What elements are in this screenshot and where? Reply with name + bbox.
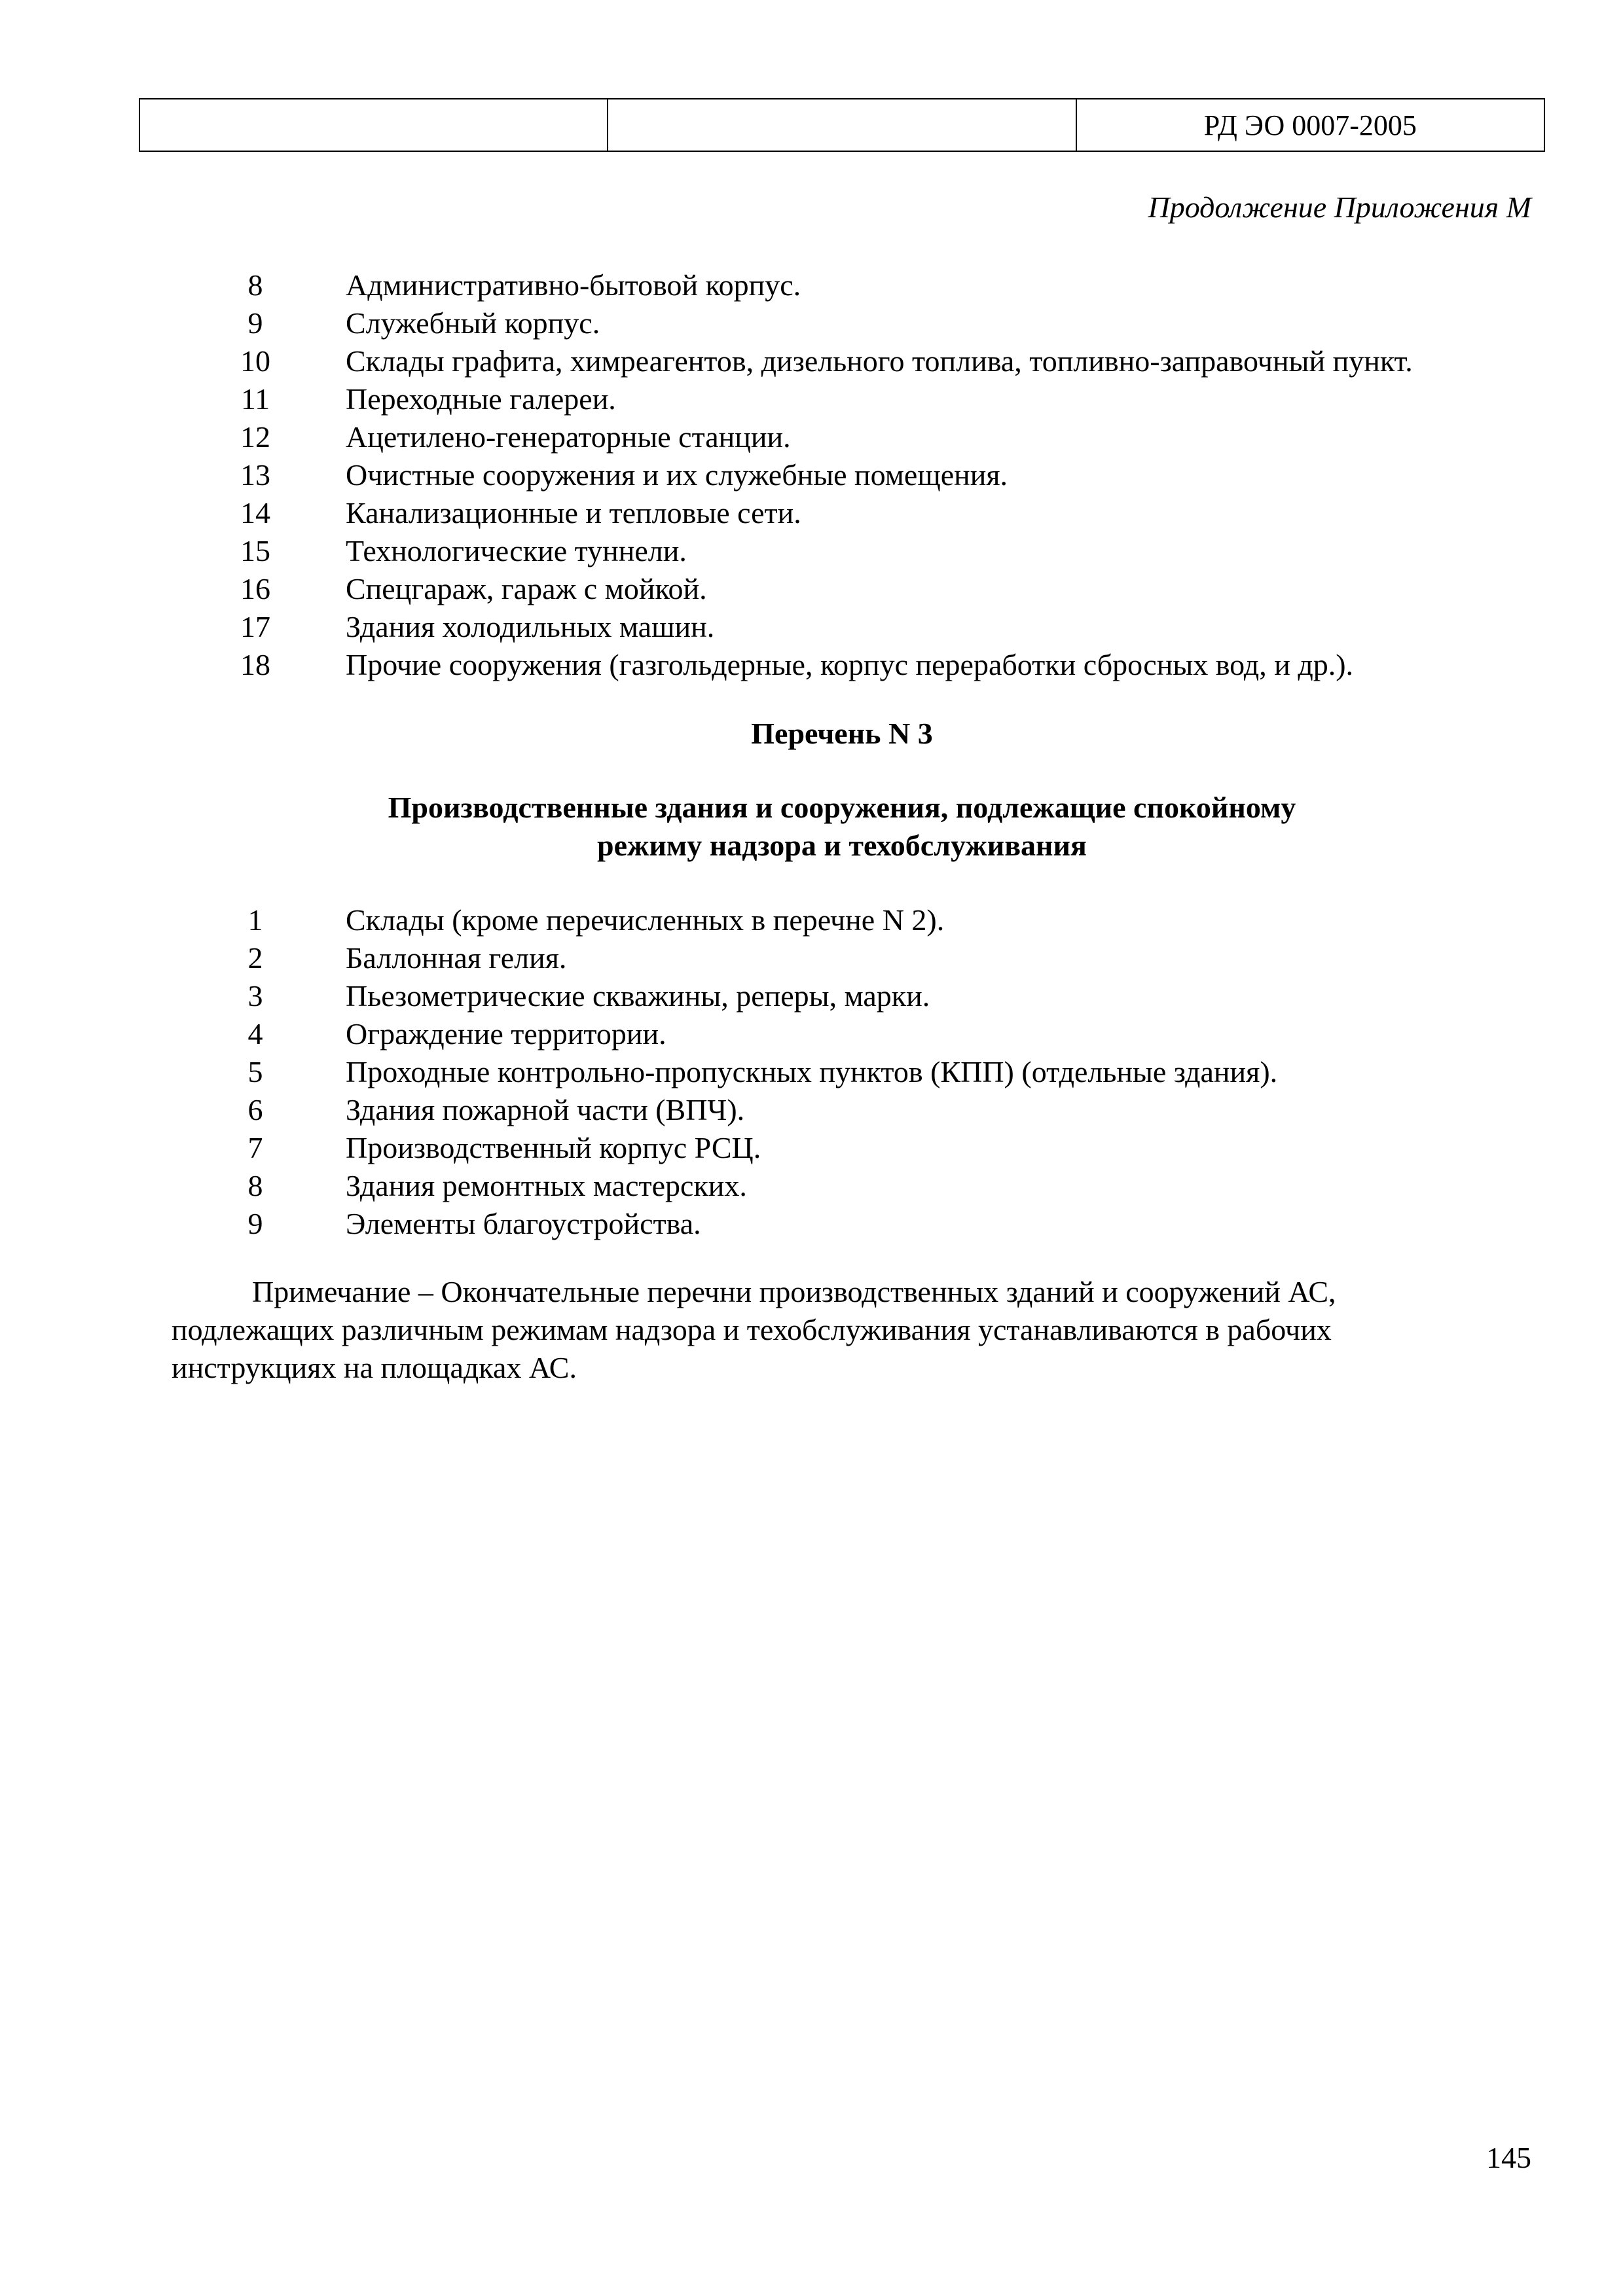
header-cell-1 — [139, 99, 608, 151]
list-item: 6 Здания пожарной части (ВПЧ). — [247, 1093, 745, 1126]
list-item: 17 Здания холодильных машин. — [240, 610, 715, 643]
header-table — [139, 98, 1545, 152]
list-item: 1 Склады (кроме перечисленных в перечне N 2). — [247, 903, 945, 937]
list-item: 11 Переходные галереи. — [240, 382, 616, 416]
list-item: 8 Административно-бытовой корпус. — [247, 268, 801, 302]
list-item: 9 Элементы благоустройства. — [247, 1207, 701, 1240]
list-item: 10 Склады графита, химреагентов, дизельного топлива, топливно-заправочный пункт. — [240, 344, 1413, 378]
appendix-continuation: Продолжение Приложения М — [1148, 190, 1531, 224]
section-title-line-2: режиму надзора и техобслуживания — [597, 829, 1087, 862]
building-list-2-continued — [223, 266, 1413, 684]
page-number: 145 — [1486, 2141, 1531, 2174]
list-item: 14 Канализационные и тепловые сети. — [240, 496, 801, 529]
list-item: 13 Очистные сооружения и их служебные помещения. — [240, 458, 1008, 492]
list-item: 12 Ацетилено-генераторные станции. — [240, 420, 791, 454]
note-line-1: Примечание – Окончательные перечни производственных зданий и сооружений АС, — [252, 1275, 1336, 1308]
doc-code: РД ЭО 0007-2005 — [1076, 99, 1544, 151]
header-cell-2 — [608, 99, 1076, 151]
list-title: Перечень N 3 — [751, 717, 933, 750]
list-item: 9 Служебный корпус. — [247, 306, 600, 340]
list-item: 7 Производственный корпус РСЦ. — [247, 1131, 761, 1164]
list-item: 3 Пьезометрические скважины, реперы, марки. — [247, 979, 930, 1013]
list-item: 2 Баллонная гелия. — [247, 941, 567, 975]
list-item: 16 Спецгараж, гараж с мойкой. — [240, 572, 707, 605]
building-list-3 — [223, 901, 1277, 1243]
list-item: 18 Прочие сооружения (газгольдерные, корпус переработки сбросных вод, и др.). — [240, 648, 1354, 681]
list-item: 8 Здания ремонтных мастерских. — [247, 1169, 747, 1202]
note-line-2: подлежащих различным режимам надзора и техобслуживания устанавливаются в рабочих — [172, 1313, 1332, 1346]
list-item: 4 Ограждение территории. — [247, 1017, 666, 1050]
list-item: 15 Технологические туннели. — [240, 534, 687, 567]
note-line-3: инструкциях на площадках АС. — [172, 1351, 577, 1384]
section-title-line-1: Производственные здания и сооружения, подлежащие спокойному — [388, 791, 1296, 824]
list-item: 5 Проходные контрольно-пропускных пунктов (КПП) (отдельные здания). — [247, 1055, 1278, 1088]
